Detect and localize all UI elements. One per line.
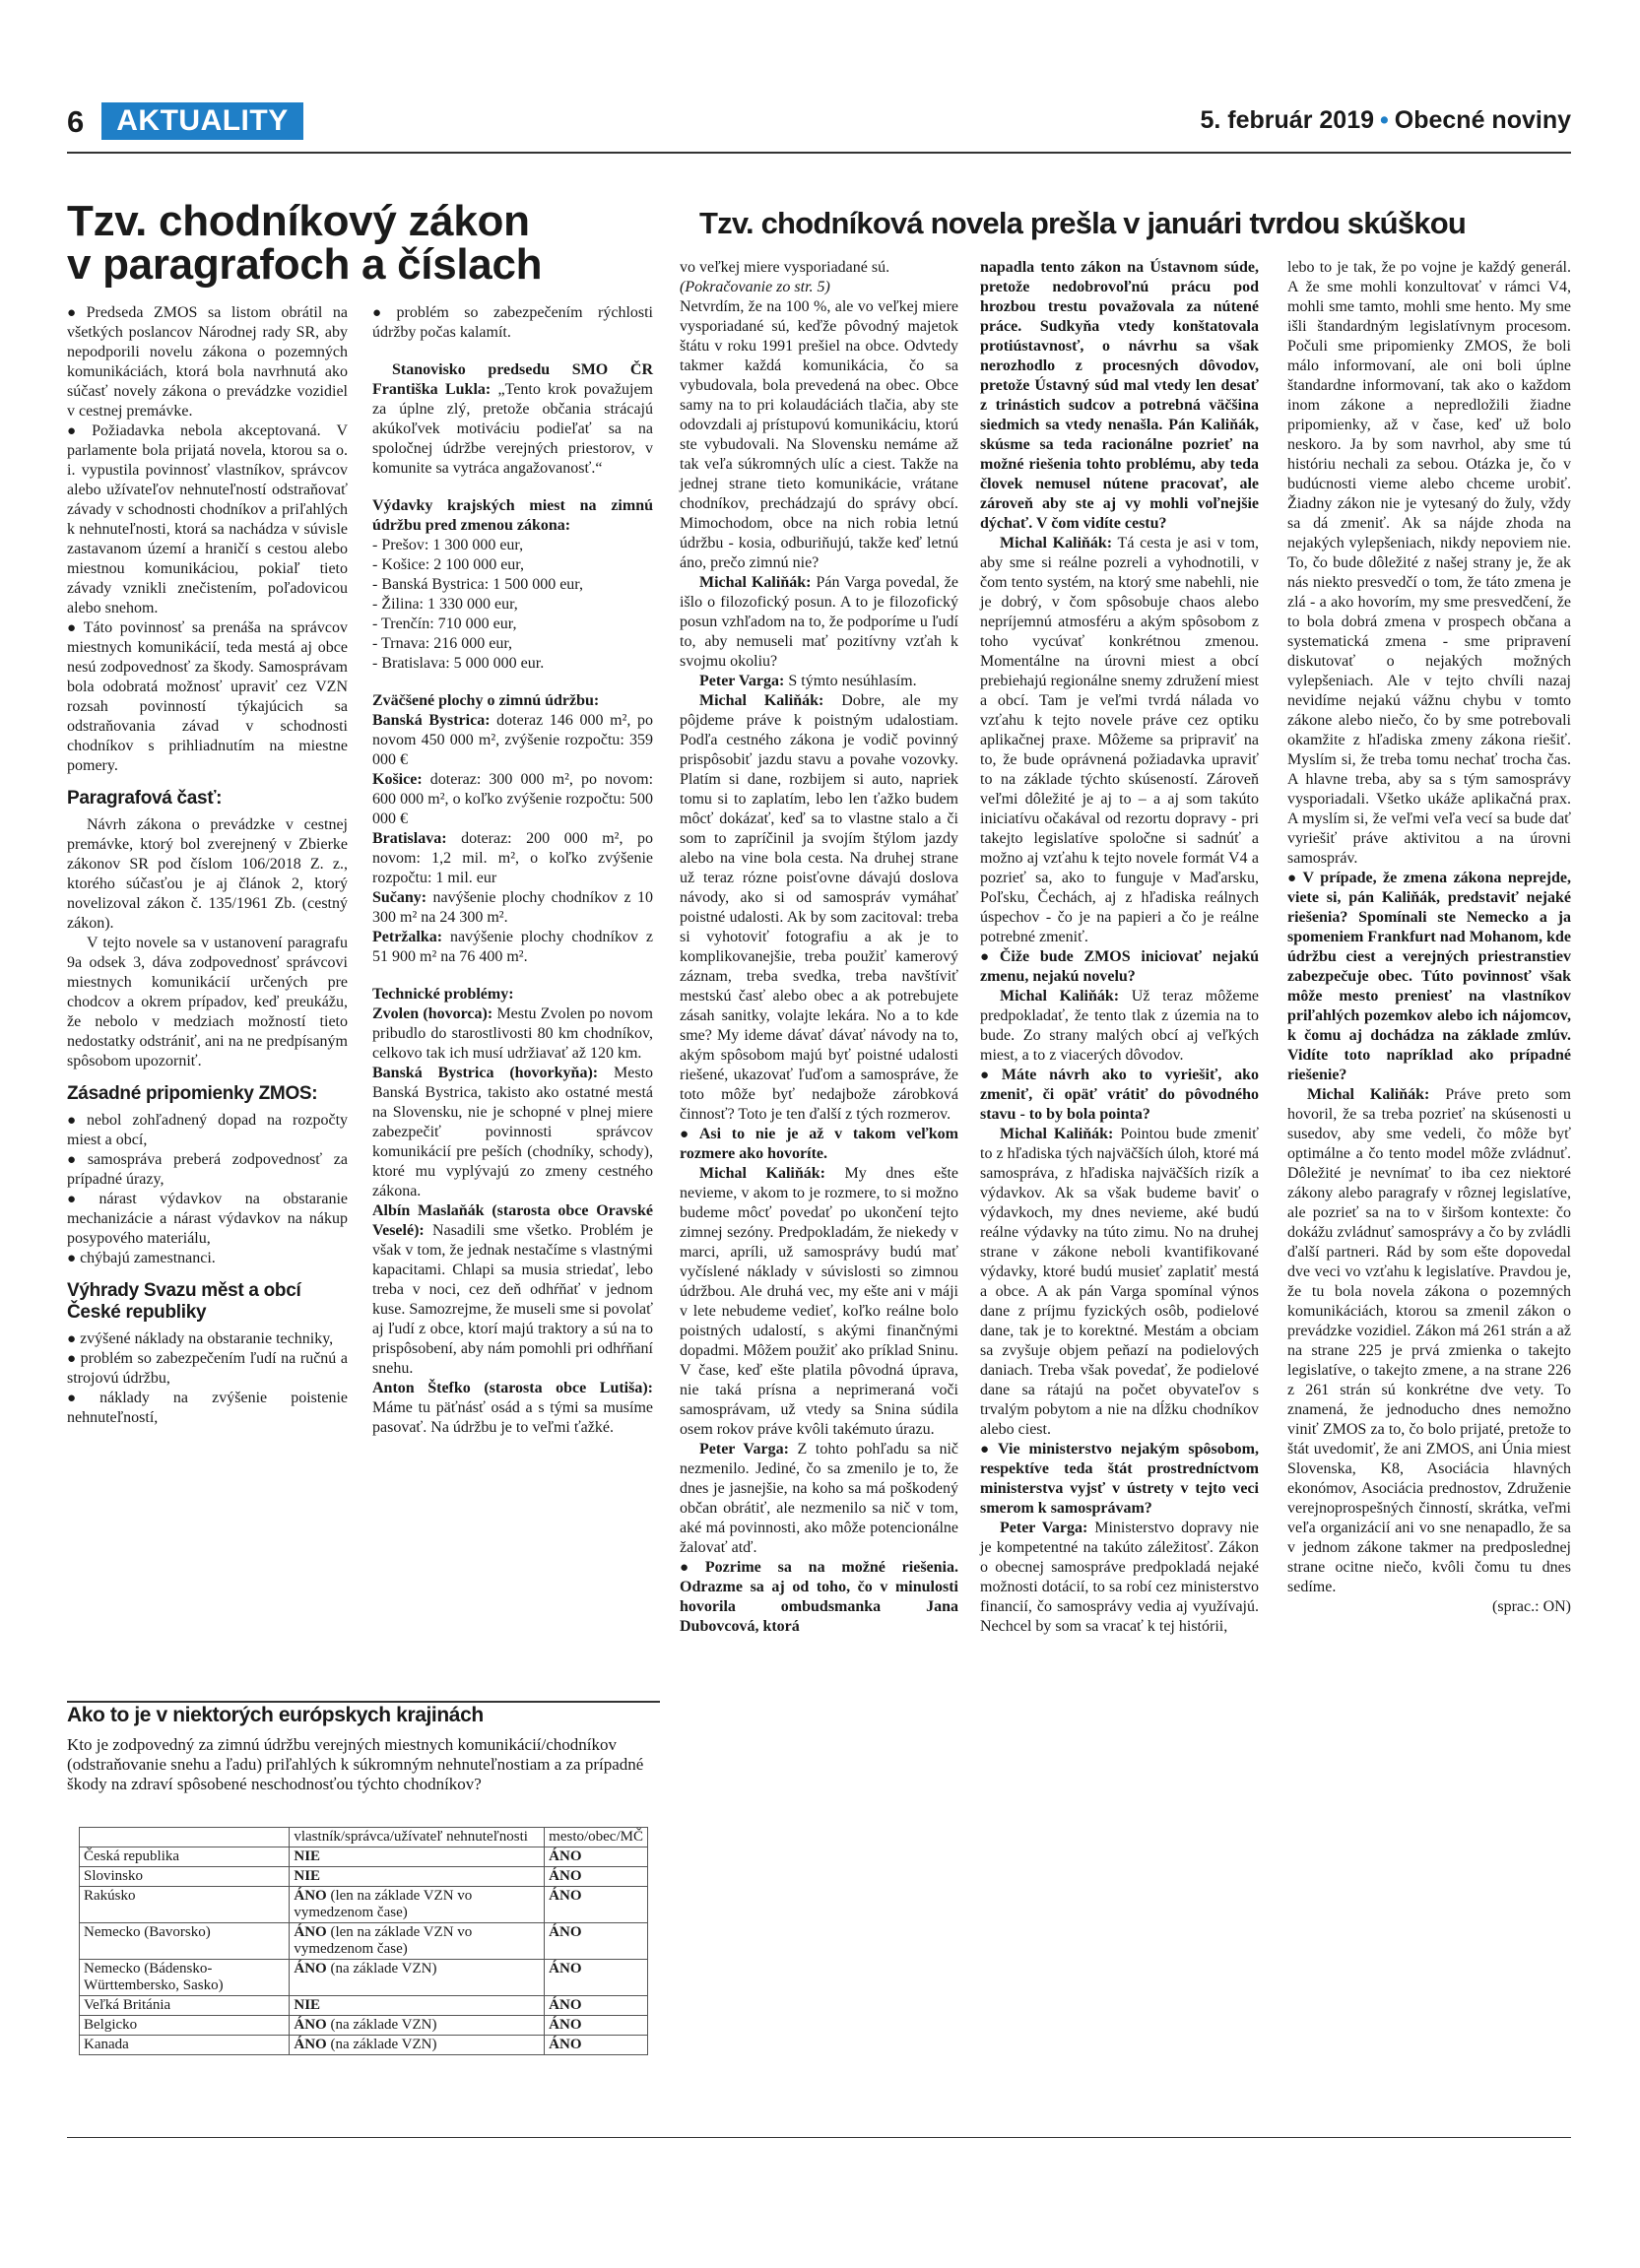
list-item: Zvolen (hovorca): Mestu Zvolen po novom pribudlo do starostlivosti 80 km chodníkov, celkovo tak ich musí udržiavať až 120 km. xyxy=(372,1005,654,1062)
left-headline-line2: v paragrafoch a číslach xyxy=(67,240,543,289)
country-cell: Nemecko (Bavorsko) xyxy=(80,1923,290,1960)
table-row xyxy=(80,1960,648,1996)
country-cell: Veľká Británia xyxy=(80,1996,290,2016)
box-rule xyxy=(67,1701,660,1703)
owner-note: (len na základe VZN vo vymedzenom čase) xyxy=(294,1924,473,1957)
table-header-cell: vlastník/správca/užívateľ nehnuteľnosti xyxy=(290,1828,545,1847)
left-headline-line1: Tzv. chodníkový zákon xyxy=(67,197,530,245)
table-row xyxy=(80,2016,648,2036)
owner-cell xyxy=(290,1923,545,1960)
list-item: Petržalka: navýšenie plochy chodníkov z 51 900 m² na 76 400 m². xyxy=(372,929,653,965)
paragraph: Michal Kaliňák: My dnes ešte nevieme, v akom to je rozmere, to si možno budeme môcť povedať po ukončení tejto zimnej sezóny. Predpokladám, že niekedy v marci, apríli, už samosprávy budú mať vyčíslené náklady v súvislosti so zimnou údržbou. Ale druhá vec, my ešte ani v máji v lete nebudeme vedieť, koľko reálne bolo poistných udalostí, s akými finančnými dopadmi. Môžem použiť ako príklad Sninu. V čase, keď ešte platila pôvodná úprava, nie taká prísna a neprimeraná voči samosprávam, už vtedy sa Snina súdila osem rokov práve kvôli takémuto úrazu. xyxy=(680,1165,958,1438)
left-article-column-1 xyxy=(67,303,348,1428)
paragraph: Peter Varga: S týmto nesúhlasím. xyxy=(699,673,917,689)
issue-info xyxy=(1201,106,1571,135)
owner-value: ÁNO xyxy=(294,1961,327,1976)
list-item: ● chýbajú zamestnanci. xyxy=(67,1249,348,1268)
owner-cell xyxy=(290,1960,545,1996)
owner-cell xyxy=(290,1847,545,1867)
owner-value: ÁNO xyxy=(294,1924,327,1940)
owner-value: NIE xyxy=(294,1868,321,1884)
list-item: - Žilina: 1 330 000 eur, xyxy=(372,596,518,613)
source-credit: (sprac.: ON) xyxy=(1492,1598,1571,1615)
left-headline xyxy=(67,197,619,289)
paragraph: Michal Kaliňák: Už teraz môžeme predpokladať, že tento tlak z územia na to bude. Zo strany malých obcí aj veľkých miest, a to z viacerých dôvodov. xyxy=(980,988,1259,1064)
box-intro: Kto je zodpovedný za zimnú údržbu verejných miestnych komunikácií/chodníkov (odstraňovanie snehu a ľadu) priľahlých k súkromným nehnuteľnostiam a za prípadné škody na zdraví spôsobené neschodnosťou týchto chodníkov? xyxy=(67,1735,644,1793)
page-number: 6 xyxy=(67,104,85,139)
country-cell: Kanada xyxy=(80,2036,290,2055)
list-item: Košice: doteraz: 300 000 m², po novom: 600 000 m², o koľko zvýšenie rozpočtu: 500 000 € xyxy=(372,771,654,827)
list-item: ● zvýšené náklady na obstaranie techniky, xyxy=(67,1329,348,1349)
paragraph: Peter Varga: Ministerstvo dopravy nie je kompetentné na takúto záležitosť. Zákon o obecnej samospráve predpokladá nejaké možnosti dotácií, to sa robí cez ministerstvo financií, čo samosprávy vedia aj využívajú. Nechcel by som sa vracať k tej histórii, xyxy=(980,1520,1260,1635)
list-item: ● náklady na zvýšenie poistenie nehnuteľností, xyxy=(67,1389,348,1428)
statement: Stanovisko predsedu SMO ČR Františka Lukla: „Tento krok považujem za úplne zlý, pretože občania strácajú akúkoľvek motiváciu podieľať sa na spoločnej údržbe verejných priestorov, v komunite sa vytráca angažovanosť.“ xyxy=(372,361,653,477)
list-item: - Trenčín: 710 000 eur, xyxy=(372,616,517,632)
subheading: Technické problémy: xyxy=(372,986,514,1003)
table-row xyxy=(80,2036,648,2055)
country-cell: Belgicko xyxy=(80,2016,290,2036)
country-cell: Česká republika xyxy=(80,1847,290,1867)
list-item: - Bratislava: 5 000 000 eur. xyxy=(372,655,545,672)
right-headline: Tzv. chodníková novela prešla v januári tvrdou skúškou xyxy=(699,206,1466,240)
right-article-column-1 xyxy=(680,258,958,1637)
header-rule xyxy=(67,152,1571,154)
subheading: Zväčšené plochy o zimnú údržbu: xyxy=(372,692,600,709)
list-item: ● nebol zohľadnený dopad na rozpočty miest a obcí, xyxy=(67,1111,348,1150)
table-row xyxy=(80,1923,648,1960)
subheading: Paragrafová časť: xyxy=(67,788,223,809)
footer-rule xyxy=(67,2137,1571,2138)
owner-value: NIE xyxy=(294,1848,321,1864)
owner-cell xyxy=(290,1887,545,1923)
owner-note: (na základe VZN) xyxy=(326,1961,437,1976)
town-cell: ÁNO xyxy=(545,1847,648,1867)
subheading: Výhrady Svazu měst a obcí České republiky xyxy=(67,1280,301,1323)
subheading: Zásadné pripomienky ZMOS: xyxy=(67,1083,318,1104)
paragraph: Michal Kaliňák: Dobre, ale my pôjdeme práve k poistným udalostiam. Podľa cestného zákona je vodič povinný prispôsobiť jazdu stavu a povahe vozovky. Platím si dane, rozbijem si auto, napriek tomu si to zaplatím, lebo len ťažko budem môcť dokázať, keď sa to vlastne stalo a či som to zapríčinil ja svojím štýlom jazdy alebo na vine bola cesta. Na druhej strane už teraz rózne poisťovne dávajú doslova návody, ako si od samospráv vymáhať poistné udalosti. Ak by som zacitoval: treba si vyhotoviť fotografiu a ak je to komplikovanejšie, treba použiť kamerový záznam, treba svedka, treba navštíviť mestskú časť alebo obec a ak potrebujete zásah sanitky, volajte lekára. No a to kde sme? My ideme dávať dávať návody na to, akým spôsobom majú byť poistné udalosti riešené, ukazovať ľuďom a samospráve, že toto môže byť nedajbože zárobková činnosť? Toto je ten ďalší z tých rozmerov. xyxy=(680,692,959,1123)
owner-cell xyxy=(290,1996,545,2016)
owner-value: ÁNO xyxy=(294,2037,327,2052)
owner-note: (na základe VZN) xyxy=(326,2017,437,2033)
owner-note: (na základe VZN) xyxy=(326,2037,437,2052)
owner-cell xyxy=(290,2016,545,2036)
paragraph: vo veľkej miere vysporiadané sú. xyxy=(680,259,890,276)
statement-author: Stanovisko predsedu SMO ČR Františka Lukla: xyxy=(372,361,653,398)
paragraph: Peter Varga: Z tohto pohľadu sa nič nezmenilo. Jediné, čo sa zmenilo je to, že dnes je jasnejšie, na koho sa má poškodený občan obrátiť, ale nezmenilo sa nič v tom, aké má povinnosti, ako môže potencionálne žalovať atď. xyxy=(680,1441,959,1556)
paragraph: Michal Kaliňák: Tá cesta je asi v tom, aby sme si reálne pozreli a vyhodnotili, v čom tento systém, na ktorý sme nabehli, nie je dobrý, v čom spôsobuje chaos alebo nepríjemnú atmosféru a akým spôsobom z toho vycúvať konkrétnou zmenou. Momentálne na úrovni miest a obcí prebiehajú regionálne snemy združení miest a obcí. Tam je veľmi tvrdá nálada vo vzťahu k tejto novele práve cez optiku aplikačnej praxe. Môžeme sa pripraviť na to, že bude oprávnená požiadavka upraviť to na základe týchto skúseností. Zároveň veľmi dôležité je aj to – a aj som takúto iniciatívu očakával od rezortu dopravy - pri takejto legislatíve spoločne si sadnúť a možno aj vzťahu k tejto novele formát V4 a pozrieť sa, ako to funguje v Maďarsku, Poľsku, Čechách, aj z hľadiska reálnych úspechov - čo je na papieri a čo je reálne potrebné zmeniť. xyxy=(980,535,1260,945)
town-cell: ÁNO xyxy=(545,1867,648,1887)
question: ● Vie ministerstvo nejakým spôsobom, respektíve teda štát prostredníctvom ministerstva vyjsť v ústrety v tejto veci smerom k samosprávam? xyxy=(980,1440,1259,1519)
question: ● Pozrime sa na možné riešenia. Odrazme sa aj od toho, čo v minulosti hovorila ombudsmanka Jana Dubovcová, ktorá xyxy=(680,1558,958,1637)
question: napadla tento zákon na Ústavnom súde, pretože nedobrovoľnú prácu pod hrozbou trestu považovala za nútené práce. Sudkyňa vtedy konštatovala protiústavnosť, o návrhu sa však nerozhodlo z procesných dôvodov, pretože Ústavný súd mal vtedy len desať z trinástich sudcov a potrebná väčšina siedmich sa vtedy nenašla. Pán Kaliňák, skúsme sa teda racionálne pozrieť na možné riešenia tohto problému, aby teda človek nemusel nútene pracovať, ale zároveň aby ste aj vy mohli voľnejšie dýchať. V čom vidíte cestu? xyxy=(980,259,1259,532)
town-cell: ÁNO xyxy=(545,1887,648,1923)
table-header-row xyxy=(80,1828,648,1847)
paragraph: ● Predseda ZMOS sa listom obrátil na všetkých poslancov Národnej rady SR, aby nepodporili novelu zákona o pozemných komunikáciách, ktorá bola navrhnutá ako súčasť novely zákona o prevádzke vozidiel v cestnej premávke. xyxy=(67,303,348,421)
town-cell: ÁNO xyxy=(545,2036,648,2055)
table-row xyxy=(80,1996,648,2016)
question: ● Asi to nie je až v takom veľkom rozmere ako hovoríte. xyxy=(680,1125,958,1164)
separator-dot-icon: • xyxy=(1380,106,1389,134)
list-item: - Prešov: 1 300 000 eur, xyxy=(372,537,524,553)
country-cell: Slovinsko xyxy=(80,1867,290,1887)
town-cell: ÁNO xyxy=(545,2016,648,2036)
left-article-column-2 xyxy=(372,303,653,1438)
list-item: - Košice: 2 100 000 eur, xyxy=(372,556,524,573)
paragraph: Netvrdím, že na 100 %, ale vo veľkej miere vysporiadané sú, keďže pôvodný majetok štátu v roku 1991 prešiel na obce. Odvtedy takmer každá komunikácia, čo sa vybudovala, bola prevedená na obec. Obce samy na to pri kolaudáciách tlačia, aby ste odovzdali aj prístupovú komunikáciu, ktorú ste vybudovali. Na Slovensku nemáme až tak veľa súkromných ulíc a ciest. Takže na jednej strane tieto komunikácie, vrátane chodníkov, prechádzajú do správy obcí. Mimochodom, obce na nich robia letnú údržbu - kosia, odburiňujú, takže keď letnú áno, prečo zimnú nie? xyxy=(680,298,958,571)
town-cell: ÁNO xyxy=(545,1923,648,1960)
owner-value: ÁNO xyxy=(294,2017,327,2033)
list-item: ● nárast výdavkov na obstaranie mechanizácie a nárast výdavkov na nákup posypového materiálu, xyxy=(67,1190,348,1249)
list-item: Bratislava: doteraz: 200 000 m², po novom: 1,2 mil. m², o koľko zvýšenie rozpočtu: 1 mil. eur xyxy=(372,830,654,886)
list-item: ● problém so zabezpečením rýchlosti údržby počas kalamít. xyxy=(372,303,653,343)
paragraph: Michal Kaliňák: Práve preto som hovoril, že sa treba pozrieť na skúsenosti u susedov, aby sme vedeli, čo môže byť optimálne a čo tento model môže zvládnuť. Dôležité je nevnímať to iba cez niektoré zákony alebo paragrafy v rôznej legislatíve, ale pozrieť sa na to v širšom kontexte: čo dokážu zvládnuť samosprávy a čo by zvládli ďalší partneri. Rád by som ešte dopovedal dve veci vo vzťahu k legislatíve. Pravdou je, že tu bola novela zákona o pozemných komunikáciách, ktorou sa zmenil zákon o prevádzke vozidiel. Zákon má 261 strán a až na strane 225 je prvá zmienka o takejto legislatíve, o takejto zmene, a na strane 226 z 261 strán sú konkrétne dve vety. To znamená, že jednoducho dnes nemožno viniť ZMOS za to, čo bolo prijaté, pretože to štát uvedomiť, že ani ZMOS, ani Únia miest Slovenska, K8, Asociácia hlavných ekonómov, Asociácia prednostov, Združenie verejnoprospešných činností, skrátka, veľmi veľa organizácií ani vo sne nenapadlo, že sa v jednom zákone takmer na predposlednej strane ocitne niečo, kvôli čomu tu dnes sedíme. xyxy=(1287,1086,1571,1595)
list-item: - Trnava: 216 000 eur, xyxy=(372,635,513,652)
list-item: ● samospráva preberá zodpovednosť za prípadné úrazy, xyxy=(67,1150,348,1190)
list-item: Anton Štefko (starosta obce Lutiša): Máme tu päťnásť osád a s tými sa musíme pasovať. Na údržbu je to veľmi ťažké. xyxy=(372,1380,653,1436)
table-header-cell: mesto/obec/MČ xyxy=(545,1828,648,1847)
paragraph: ● Táto povinnosť sa prenáša na správcov miestnych komunikácií, teda mestá aj obce nesú zodpovednosť za škody. Samosprávam bola odobratá možnosť upraviť cez VZN rozsah povinností týkajúcich sa odstraňovania závad v schodnosti chodníkov s prihliadnutím na miestne pomery. xyxy=(67,618,348,776)
table-row xyxy=(80,1867,648,1887)
box-title: Ako to je v niektorých európskych krajinách xyxy=(67,1704,484,1726)
owner-cell xyxy=(290,2036,545,2055)
right-article-column-3 xyxy=(1287,258,1571,1617)
country-cell: Rakúsko xyxy=(80,1887,290,1923)
table-row xyxy=(80,1847,648,1867)
owner-value: ÁNO xyxy=(294,1888,327,1904)
paragraph: ● Požiadavka nebola akceptovaná. V parlamente bola prijatá novela, ktorou sa o. i. vypustila povinnosť vlastníkov, správcov alebo užívateľov nehnuteľností odstraňovať závady v schodnosti chodníkov a priľahlých k nehnuteľnosti, ktorá sa nachádza v súvisle zastavanom území a hraničí s cestou alebo miestnou komunikáciou, pokiaľ tieto závady vznikli znečistením, poľadovicou alebo snehom. xyxy=(67,421,348,618)
question: ● Čiže bude ZMOS iniciovať nejakú zmenu, nejakú novelu? xyxy=(980,947,1259,987)
list-item: ● problém so zabezpečením ľudí na ručnú a strojovú údržbu, xyxy=(67,1349,348,1389)
table-row xyxy=(80,1887,648,1923)
question: ● Máte návrh ako to vyriešiť, ako zmeniť, či opäť vrátiť do pôvodného stavu - to by bola pointa? xyxy=(980,1066,1259,1125)
country-cell: Nemecko (Bádensko-Württembersko, Sasko) xyxy=(80,1960,290,1996)
table-header-cell xyxy=(80,1828,290,1847)
owner-value: NIE xyxy=(294,1997,321,2013)
countries-table xyxy=(79,1827,648,2055)
paragraph: lebo to je tak, že po vojne je každý generál. A že sme mohli konzultovať v rámci V4, mohli sme tamto, mohli sme hento. My sme išli štandardným legislatívnym procesom. Počuli sme pripomienky ZMOS, že boli málo informovaní, ale oni boli úplne štandardne informovaní, tak ako o každom inom zákone a nepredložili žiadne pripomienky, až v čase, keď už bolo neskoro. Ja by som navrhol, aby sme tú históriu nechali za sebou. Otázka je, čo v budúcnosti vieme alebo chceme urobiť. Žiadny zákon nie je vytesaný do žuly, vždy sa dá zmeniť. Ak sa nájde zhoda na nejakých vylepšeniach, nikdy nepoviem nie. To, čo bude dôležité z našej strany je, že ak nás niekto presvedčí o tom, že táto zmena je zlá - a ako hovorím, my sme presvedčení, že to bola dobrá zmena v prospech občana a systematická zmena - sme pripravení diskutovať o nejakých možných vylepšeniach. Ale v tejto chvíli nazaj nevidíme nejakú vážnu chybu v tomto zákone alebo niečo, čo by sme potrebovali okamžite z hľadiska zmeny zákona riešiť. Myslím si, že treba tomu nechať trocha čas. A hlavne treba, aby sa s tým samosprávy vysporiadali. Všetko ukáže aplikačná prax. A myslím si, že veľmi veľa vecí sa bude dať vyriešiť práve aktivitou a na úrovni samospráv. xyxy=(1287,259,1571,867)
owner-cell xyxy=(290,1867,545,1887)
town-cell: ÁNO xyxy=(545,1996,648,2016)
issue-date: 5. február 2019 xyxy=(1200,106,1375,134)
paragraph: Návrh zákona o prevádzke v cestnej premávke, ktorý bol zverejnený v Zbierke zákonov SR pod číslom 106/2018 Z. z., ktorého súčasťou je aj článok 2, ktorý novelizoval zákon č. 135/1961 Zb. (cestný zákon). xyxy=(67,816,348,932)
list-item: Albín Maslaňák (starosta obce Oravské Veselé): Nasadili sme všetko. Problém je však v tom, že jednak nestačíme s vlastnými kapacitami. Chlapi sa musia striedať, lebo treba v noci, cez deň odhŕňať v jednom kuse. Samozrejme, že museli sme si povolať aj ľudí z obce, ktorí majú traktory a sú na to prispôsobení, aby nám pomohli pri odhŕňaní snehu. xyxy=(372,1202,653,1377)
paragraph: Michal Kaliňák: Pán Varga povedal, že išlo o filozofický posun. A to je filozofický posun vzhľadom na to, že podporíme u ľudí to, aby nemuseli mať pozitívny vzťah k svojmu okoliu? xyxy=(680,574,959,670)
section-label: AKTUALITY xyxy=(101,102,303,140)
paragraph: V tejto novele sa v ustanovení paragrafu 9a odsek 3, dáva zodpovednosť správcovi miestnych komunikácií určených pre chodcov a okrem prípadov, keď preukážu, že nebolo v medziach možností tieto nedostatky odstrániť, ani na ne predpísaným spôsobom upozorniť. xyxy=(67,935,348,1069)
town-cell: ÁNO xyxy=(545,1960,648,1996)
list-item: - Banská Bystrica: 1 500 000 eur, xyxy=(372,576,583,593)
owner-note: (len na základe VZN vo vymedzenom čase) xyxy=(294,1888,473,1920)
subheading: Výdavky krajských miest na zimnú údržbu pred zmenou zákona: xyxy=(372,497,653,534)
list-item: Banská Bystrica (hovorkyňa): Mesto Banská Bystrica, takisto ako ostatné mestá na Slovensku, nie je schopné v plnej miere zabezpečiť povinnosti správcov komunikácií pre peších (chodníky, schody), ktoré mu vyplývajú zo zmeny cestného zákona. xyxy=(372,1065,654,1199)
paragraph: Michal Kaliňák: Pointou bude zmeniť to z hľadiska tých najväčších úloh, ktoré má samospráva, z hľadiska najväčších rizík a výdavkov. Ak sa však budeme baviť o výdavkoch, my dnes nevieme, aké budú reálne výdavky na túto zimu. No na druhej strane v zákone neboli kvantifikované výdavky, ktoré budú musieť zaplatiť mestá a obce. A ak pán Varga spomínal výnos dane z príjmu fyzických osôb, podielové dane, tak je to korektné. Mestám a obciam sa zvyšuje objem peňazí na podielových daniach. Treba však povedať, že podielové dane sa rátajú na počet obyvateľov s trvalým pobytom a nie na dĺžku chodníkov alebo ciest. xyxy=(980,1126,1260,1438)
list-item: Banská Bystrica: doteraz 146 000 m², po novom 450 000 m², zvýšenie rozpočtu: 359 000 € xyxy=(372,712,654,768)
publication-name: Obecné noviny xyxy=(1394,106,1571,134)
right-article-column-2 xyxy=(980,258,1259,1637)
continuation-note: (Pokračovanie zo str. 5) xyxy=(680,279,830,295)
question: ● V prípade, že zmena zákona neprejde, viete si, pán Kaliňák, predstaviť nejaké riešenia? Spomínali ste Nemecko a ja spomeniem Frankfurt nad Mohanom, kde údržbu ciest a verejných priestranstiev zabezpečuje obec. Túto povinnosť však môže mesto preniesť na vlastníkov priľahlých pozemkov alebo ich nájomcov, k čomu aj dochádza na základe zmlúv. Vidíte toto napríklad ako prípadné riešenie? xyxy=(1287,869,1571,1085)
list-item: Sučany: navýšenie plochy chodníkov z 10 300 m² na 24 300 m². xyxy=(372,889,654,926)
